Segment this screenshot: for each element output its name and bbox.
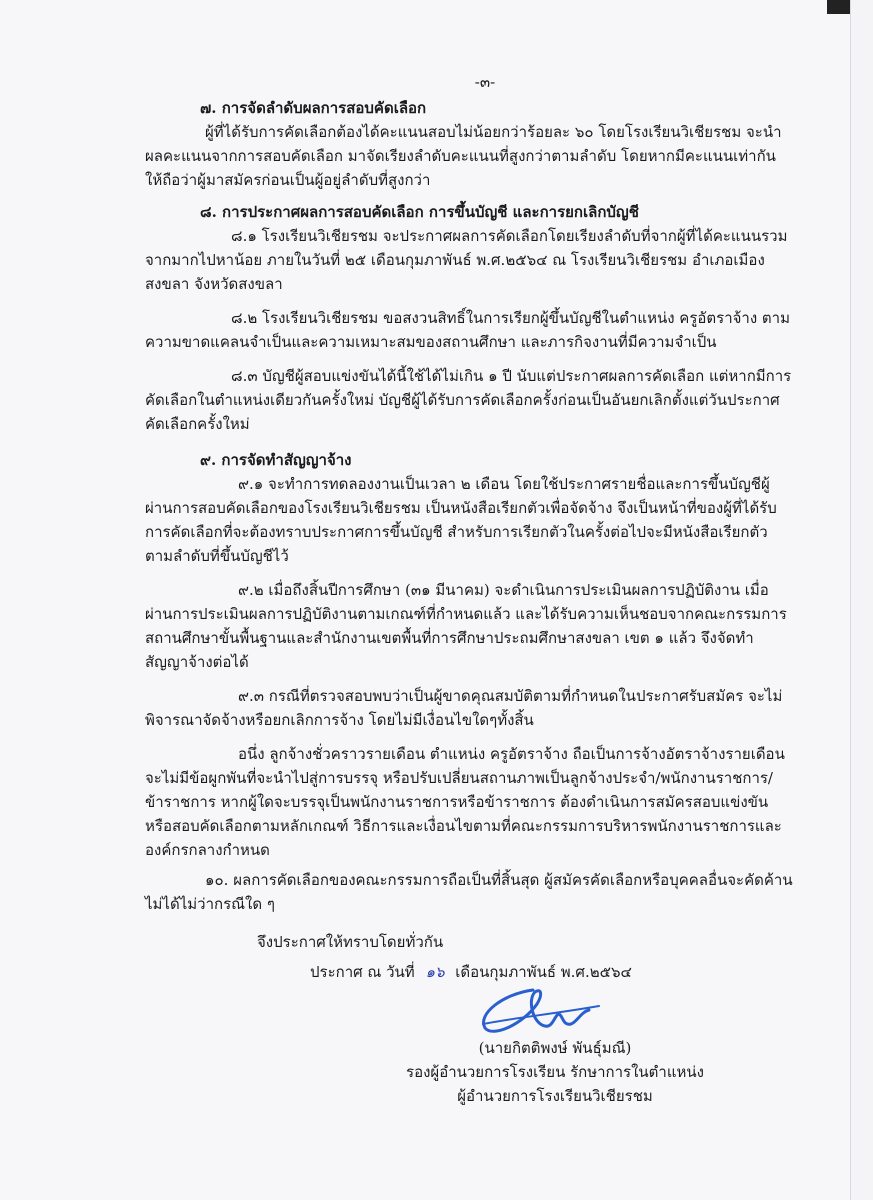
clause-8-1: ๘.๑ โรงเรียนวิเชียรชม จะประกาศผลการคัดเลือกโดยเรียงลำดับที่จากผู้ที่ได้คะแนนรวมจากมากไปหาน้อย ภายในวันที่ ๒๕ เดือนกุมภาพันธ์ พ.ศ.๒๕๖๔ ณ โรงเรียนวิเชียรชม อำเภอเมืองสงขลา จังหวัดสงขลา: [145, 227, 788, 293]
signatory-block: [395, 1036, 715, 1108]
note-paragraph: อนึ่ง ลูกจ้างชั่วคราวรายเดือน ตำแหน่ง ครูอัตราจ้าง ถือเป็นการจ้างอัตราจ้างรายเดือนจะไม่มีข้อผูกพันที่จะนำไปสู่การบรรจุ หรือปรับเปลี่ยนสถานภาพเป็นลูกจ้างประจำ/พนักงานราชการ/ข้าราชการ หากผู้ใดจะบรรจุเป็นพนักงานราชการหรือข้าราชการ ต้องดำเนินการสมัครสอบแข่งขันหรือสอบคัดเลือกตามหลักเกณฑ์ วิธีการและเงื่อนไขตามที่คณะกรรมการบริหารพนักงานราชการและองค์กรกลางกำหนด: [145, 745, 785, 859]
clause-8-3: ๘.๓ บัญชีผู้สอบแข่งขันได้นี้ใช้ได้ไม่เกิน ๑ ปี นับแต่ประกาศผลการคัดเลือก แต่หากมีการคัดเลือกในตำแหน่งเดียวกันครั้งใหม่ บัญชีผู้ได้รับการคัดเลือกครั้งก่อนเป็นอันยกเลิกตั้งแต่วันประกาศคัดเลือกครั้งใหม่: [145, 367, 792, 433]
section-8-heading: ๘. การประกาศผลการสอบคัดเลือก การขึ้นบัญชี และการยกเลิกบัญชี: [200, 203, 639, 221]
signatory-name: (นายกิตติพงษ์ พันธุ์มณี): [478, 1039, 632, 1057]
clause-9-3: ๙.๓ กรณีที่ตรวจสอบพบว่าเป็นผู้ขาดคุณสมบัติตามที่กำหนดในประกาศรับสมัคร จะไม่พิจารณาจัดจ้างหรือยกเลิกการจ้าง โดยไม่มีเงื่อนไขใดๆทั้งสิ้น: [145, 687, 783, 729]
announcement-prefix: ประกาศ ณ วันที่: [310, 963, 415, 981]
signature-scribble: [463, 984, 603, 1036]
clause-10: ๑๐. ผลการคัดเลือกของคณะกรรมการถือเป็นที่สิ้นสุด ผู้สมัครคัดเลือกหรือบุคคลอื่นจะคัดค้านไม่ได้ไม่ว่ากรณีใด ๆ: [145, 871, 793, 913]
signature-area: [145, 984, 795, 1036]
closing-statement: จึงประกาศให้ทราบโดยทั่วกัน: [257, 933, 444, 951]
scan-edge-mark: [827, 0, 850, 14]
announcement-suffix: เดือนกุมภาพันธ์ พ.ศ.๒๕๖๔: [455, 963, 632, 981]
clause-9-2: ๙.๒ เมื่อถึงสิ้นปีการศึกษา (๓๑ มีนาคม) จะดำเนินการประเมินผลการปฏิบัติงาน เมื่อผ่านการประเมินผลการปฏิบัติงานตามเกณฑ์ที่กำหนดแล้ว และได้รับความเห็นชอบจากคณะกรรมการสถานศึกษาขั้นพื้นฐานและสำนักงานเขตพื้นที่การศึกษาประถมศึกษาสงขลา เขต ๑ แล้ว จึงจัดทำสัญญาจ้างต่อได้: [145, 581, 787, 671]
page-number: -๓-: [474, 73, 496, 91]
signatory-position-1: รองผู้อำนวยการโรงเรียน รักษาการในตำแหน่ง: [406, 1063, 704, 1081]
announcement-day: ๑๖: [425, 963, 445, 981]
signatory-position-2: ผู้อำนวยการโรงเรียนวิเชียรชม: [457, 1087, 653, 1105]
clause-9-1: ๙.๑ จะทำการทดลองงานเป็นเวลา ๒ เดือน โดยใช้ประกาศรายชื่อและการขึ้นบัญชีผู้ผ่านการสอบคัดเลือกของโรงเรียนวิเชียรชม เป็นหนังสือเรียกตัวเพื่อจัดจ้าง จึงเป็นหน้าที่ของผู้ที่ได้รับการคัดเลือกที่จะต้องทราบประกาศการขึ้นบัญชี สำหรับการเรียกตัวในครั้งต่อไปจะมีหนังสือเรียกตัวตามลำดับที่ขึ้นบัญชีไว้: [145, 475, 777, 565]
section-7-paragraph: ผู้ที่ได้รับการคัดเลือกต้องได้คะแนนสอบไม่น้อยกว่าร้อยละ ๖๐ โดยโรงเรียนวิเชียรชม จะนำผลคะแนนจากการสอบคัดเลือก มาจัดเรียงลำดับคะแนนที่สูงกว่าตามลำดับ โดยหากมีคะแนนเท่ากัน ให้ถือว่าผู้มาสมัครก่อนเป็นผู้อยู่ลำดับที่สูงกว่า: [145, 123, 782, 189]
document-content: [145, 70, 795, 1108]
section-9-heading: ๙. การจัดทำสัญญาจ้าง: [200, 451, 352, 469]
announcement-date-line: [310, 960, 795, 984]
section-7-heading: ๗. การจัดลำดับผลการสอบคัดเลือก: [200, 99, 427, 117]
clause-8-2: ๘.๒ โรงเรียนวิเชียรชม ขอสงวนสิทธิ์ในการเรียกผู้ขึ้นบัญชีในตำแหน่ง ครูอัตราจ้าง ตามความขาดแคลนจำเป็นและความเหมาะสมของสถานศึกษา และภารกิจงานที่มีความจำเป็น: [145, 309, 790, 351]
